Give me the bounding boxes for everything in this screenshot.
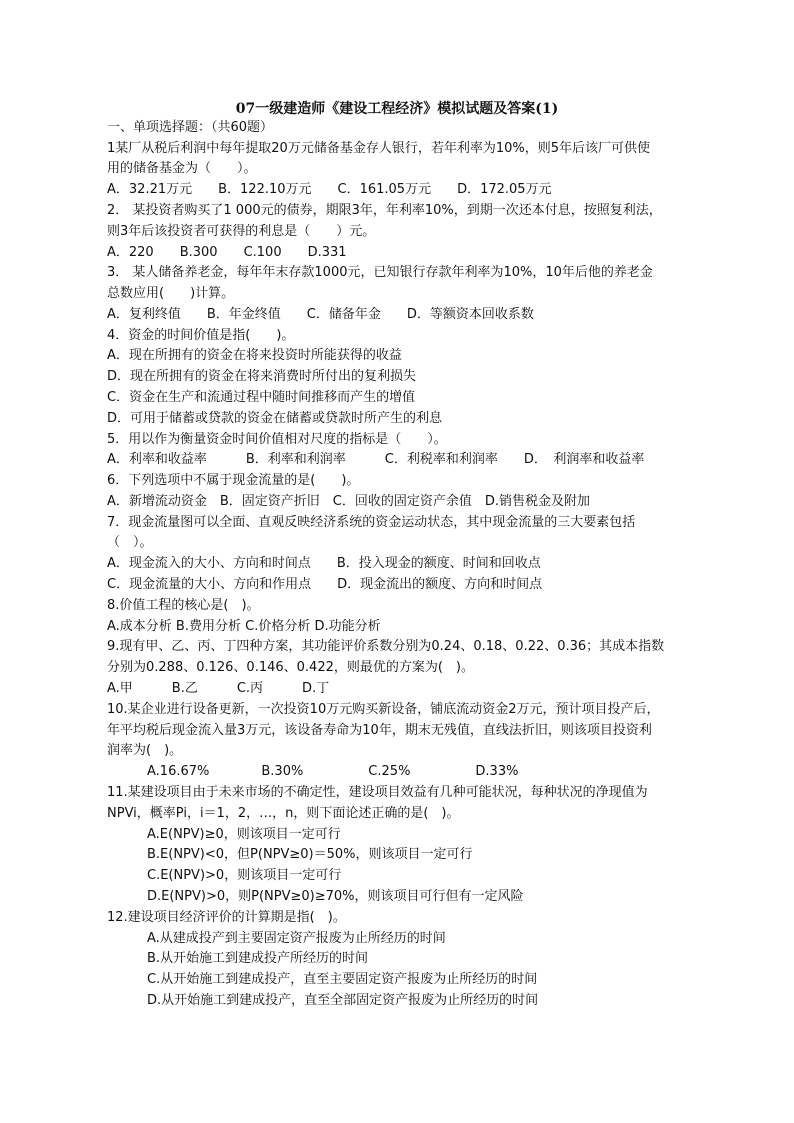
q11-option-c: C.E(NPV)>0，则该项目一定可行	[147, 868, 342, 883]
q2-options: A．220 B.300 C.100 D.331	[107, 245, 347, 260]
document-title: 07一级建造师《建设工程经济》模拟试题及答案(1)	[235, 101, 559, 117]
q9-stem-line1: 9.现有甲、乙、丙、丁四种方案，其功能评价系数分别为0.24、0.18、0.22、0.36；其成本指数	[107, 639, 665, 654]
q6-stem: 6．下列选项中不属于现金流量的是( )。	[107, 473, 360, 488]
q6-options: A．新增流动资金 B．固定资产折旧 C．回收的固定资产余值 D.销售税金及附加	[107, 494, 591, 509]
q12-stem: 12.建设项目经济评价的计算期是指( )。	[107, 910, 346, 925]
q11-option-a: A.E(NPV)≥0，则该项目一定可行	[147, 827, 341, 842]
q2-stem-line2: 则3年后该投资者可获得的利息是（ ）元。	[107, 224, 376, 239]
q7-stem-line2: （ ）。	[107, 535, 153, 550]
q1-stem-line2: 用的储备基金为（ ）。	[107, 161, 257, 176]
q3-options: A．复利终值 B．年金终值 C．储备年金 D．等额资本回收系数	[107, 307, 534, 322]
q11-option-d: D.E(NPV)>0，则P(NPV≥0)≥70%，则该项目可行但有一定风险	[147, 889, 524, 904]
q12-option-d: D.从开始施工到建成投产，直至全部固定资产报废为止所经历的时间	[147, 993, 539, 1008]
section-heading: 一、单项选择题：（共60题）	[107, 120, 274, 135]
q12-option-b: B.从开始施工到建成投产所经历的时间	[147, 951, 369, 966]
q2-stem-line1: 2． 某投资者购买了1 000元的债券，期限3年，年利率10%，到期一次还本付息，按照复利法，	[107, 203, 662, 218]
q4-option-a: A．现在所拥有的资金在将来投资时所能获得的收益	[107, 348, 402, 363]
q7-stem-line1: 7．现金流量图可以全面、直观反映经济系统的资金运动状态，其中现金流量的三大要素包括	[107, 515, 636, 530]
q4-option-c: C．资金在生产和流通过程中随时间推移而产生的增值	[107, 390, 416, 405]
q10-options: A.16.67% B.30% C.25% D.33%	[147, 764, 519, 779]
q7-options-cd: C．现金流量的大小、方向和作用点 D．现金流出的额度、方向和时间点	[107, 577, 543, 592]
q3-stem-line2: 总数应用( )计算。	[107, 286, 235, 301]
q10-stem-line2: 年平均税后现金流入量3万元，该设备寿命为10年，期末无残值，直线法折旧，则该项目投资利	[107, 723, 652, 738]
q5-options: A．利率和收益率 B．利率和利润率 C．利税率和利润率 D． 利润率和收益率	[107, 452, 645, 467]
q4-stem: 4．资金的时间价值是指( )。	[107, 328, 295, 343]
q1-stem-line1: 1某厂从税后利润中每年提取20万元储备基金存人银行，若年利率为10%，则5年后该厂可供使	[107, 141, 650, 156]
q4-option-b: D．现在所拥有的资金在将来消费时所付出的复利损失	[107, 369, 417, 384]
q11-option-b: B.E(NPV)<0，但P(NPV≥0)＝50%，则该项目一定可行	[147, 847, 473, 862]
q12-option-a: A.从建成投产到主要固定资产报废为止所经历的时间	[147, 931, 446, 946]
q11-stem-line2: NPVi，概率Pi，i＝1，2，…，n，则下面论述正确的是( )。	[107, 806, 460, 821]
q1-options: A．32.21万元 B．122.10万元 C．161.05万元 D．172.05万元	[107, 182, 552, 197]
q8-stem: 8.价值工程的核心是( )。	[107, 598, 260, 613]
q12-option-c: C.从开始施工到建成投产，直至主要固定资产报废为止所经历的时间	[147, 972, 538, 987]
q8-options: A.成本分析 B.费用分析 C.价格分析 D.功能分析	[107, 619, 381, 634]
q11-stem-line1: 11.某建设项目由于未来市场的不确定性，建设项目效益有几种可能状况，每种状况的净现值为	[107, 785, 648, 800]
q9-stem-line2: 分别为0.288、0.126、0.146、0.422，则最优的方案为( )。	[107, 660, 475, 675]
q9-options: A.甲 B.乙 C.丙 D.丁	[107, 681, 330, 696]
q10-stem-line3: 润率为( )。	[107, 743, 183, 758]
q4-option-d: D．可用于储蓄或贷款的资金在储蓄或贷款时所产生的利息	[107, 411, 443, 426]
q7-options-ab: A．现金流入的大小、方向和时间点 B．投入现金的额度、时间和回收点	[107, 556, 541, 571]
q3-stem-line1: 3． 某人储备养老金，每年年末存款1000元，已知银行存款年利率为10%，10年后他的养老金	[107, 265, 653, 280]
q10-stem-line1: 10.某企业进行设备更新，一次投资10万元购买新设备，铺底流动资金2万元，预计项目投产后，	[107, 702, 660, 717]
q5-stem: 5．用以作为衡量资金时间价值相对尺度的指标是（ ）。	[107, 432, 447, 447]
